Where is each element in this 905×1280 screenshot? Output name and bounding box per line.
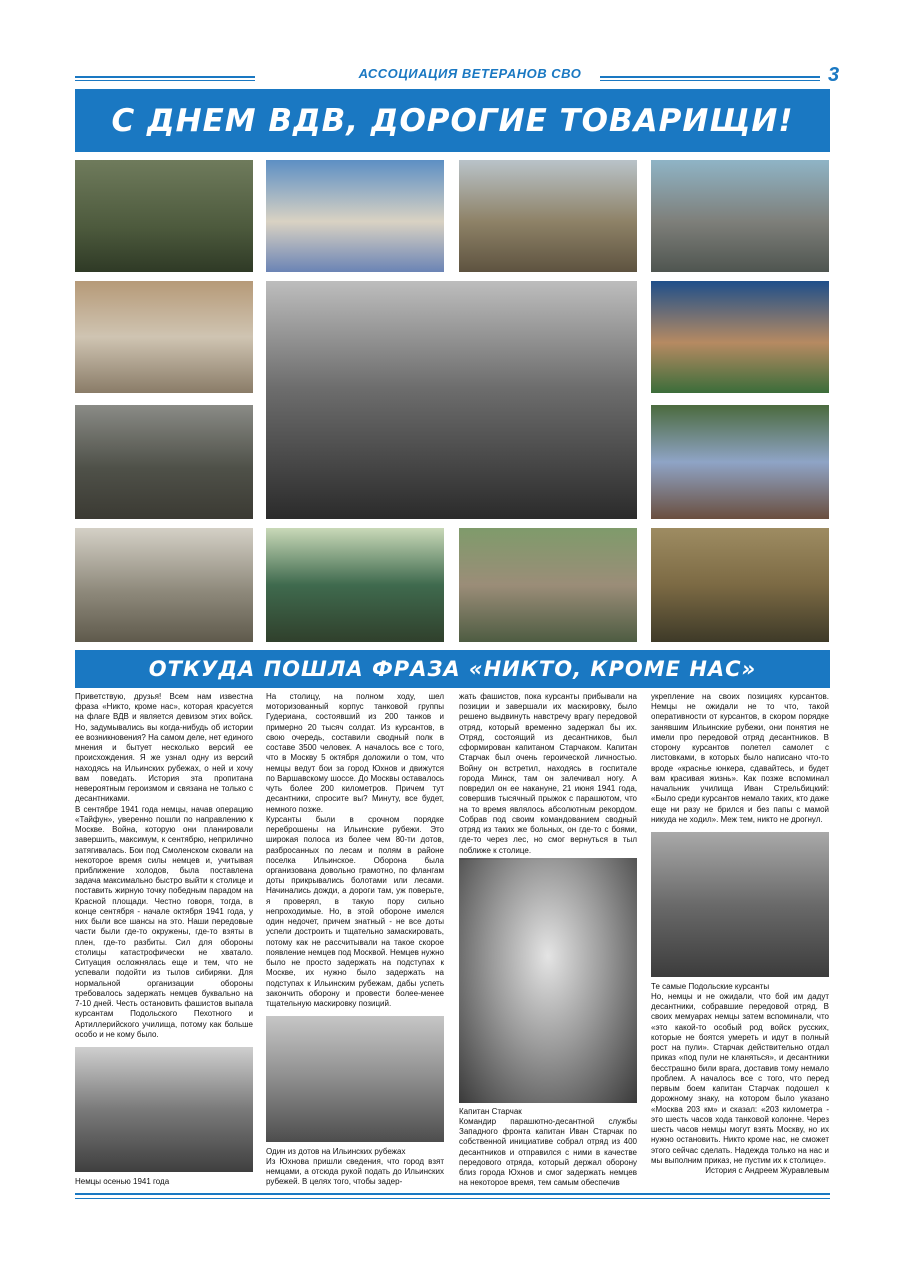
article-column-2 [266,692,444,1009]
page-number: 3 [828,64,840,86]
group-on-vehicle-photo [75,405,253,519]
general-margelov-photo [266,281,637,519]
author-signature: История с Андреем Журавлевым [705,1165,829,1175]
holiday-banner-text: С ДНЕМ ВДВ, ДОРОГИЕ ТОВАРИЩИ! [111,102,794,139]
captain-starchak-photo [459,858,637,1103]
paratroopers-sitting-photo [459,160,637,272]
paragraph: Курсанты были в срочном порядке переброшены на Ильинские рубежи. Это широкая полоса из более чем 80-ти дотов, разбросанных по лесам и полям в районе поселка Ильинское. Оборона была организована довольно грамотно, по флангам доты прикрывались болотами или лесами. Начинались дожди, а дороги там, уж поверьте, я проверял, в такую пору сильно непроходимые. Но, в этой обороне имелся один недочет, причем знатный - не все доты успели достроить и тщательно замаскировать, потому как не рассчитывали на такое скорое появление немцев под Москвой. Немцев нужно было не просто задержать на подступах к Москве, их нужно было задержать на подступах к Ильинским рубежам, дабы успеть закончить оборону и провести более-менее тщательную маскировку позиций. [266,814,444,1009]
historical-germans-photo [75,1047,253,1172]
paragraph: На столицу, на полном ходу, шел моторизованный корпус танковой группы Гудериана, состоявший из 200 танков и примерно 20 тысяч солдат. Из курсантов, в свою очередь, составили сводный полк в составе 3500 человек. А началось все с того, что в Москву 5 октября доложили о том, что немцы ведут бои за город Юхнов и движутся по Варшавскому шоссе. До Москвы оставалось чуть более 200 километров. Причем тут десантники, спросите вы? Минуту, все будет, немного позже. [266,692,444,814]
holiday-banner [75,89,830,152]
article-column-3 [459,692,637,856]
organization-name: АССОЦИАЦИЯ ВЕТЕРАНОВ СВО [358,66,582,81]
paragraph: Командир парашютно-десантной службы Западного фронта капитан Иван Старчак по собственной инициативе собрал отряд из 400 десантников и отправился с ними в качестве передового отряда, который держал оборону близ города Юхнов и смог задержать немцев на некоторое время, тем самым обеспечив [459,1117,637,1188]
article-column-2-end [266,1157,444,1188]
bottle-smashing-photo [651,160,829,272]
paragraph: укрепление на своих позициях курсантов. Немцы не ожидали не то что, такой оперативности от курсантов, в скором порядке занявшим Ильинские рубежи, они понятия не имели про передовой отряд десантников. В сторону курсантов полетел самолет с листовками, в которых было написано что-то вроде «краснье юнкера, сдавайтесь, и будет вам красивая жизнь». Как позже вспоминал начальник училища Иван Стрельбицкий: «Было среди курсантов немало таких, кто даже еще ни разу не брился и без папы с мамой никуда не ходил». Меж тем, никто не дрогнул. [651,692,829,824]
article-column-3-end [459,1117,637,1189]
starchak-caption: Капитан Старчак [459,1107,522,1116]
article-title-banner [75,650,830,688]
flag-bearers-photo [266,528,444,642]
germans-caption: Немцы осенью 1941 года [75,1177,170,1186]
footer-rule-thin [75,1198,830,1199]
podolsk-cadets-photo [651,832,829,977]
arm-wrestling-photo [459,528,637,642]
header-rule-left [75,76,255,78]
article-column-4-end [651,992,829,1176]
marching-paratroopers-photo [651,528,829,642]
paragraph: Приветствую, друзья! Всем нам известна фраза «Никто, кроме нас», которая красуется на флаге ВДВ и является девизом этих войск. Но, задумывались вы когда-нибудь об истории ее возникновения? На самом деле, нет единого мнения и бытует несколько версий ее происхождения. Я же узнал одну из версий находясь на Ильинских рубежах, о ней и хочу вам поведать. История эта пропитана невероятным героизмом и связана не только с десантниками. [75,692,254,804]
paragraph: Из Юхнова пришли сведения, что город взят немцами, а отсюда рукой подать до Ильинских рубежей. В целях того, чтобы задер- [266,1157,444,1187]
article-column-4 [651,692,829,825]
header-rule-right-thin [600,80,820,81]
article-title: ОТКУДА ПОШЛА ФРАЗА «НИКТО, КРОМЕ НАС» [148,657,757,681]
paragraph: Но, немцы и не ожидали, что бой им дадут десантники, собравшие передовой отряд. В своих мемуарах немцы затем вспоминали, что «это какой-то особый род войск русских, которые не боятся умереть и идут в полный рост на пули». Старчак действительно отдал приказ «под пули не кланяться», и десантники бесстрашно били врага, доставив тому немало проблем. А началось все с того, что перед первым боем капитан Старчак подошел к дорожному знаку, на котором было указано «Москва 203 км» и сказал: «203 километра - это шесть часов хода танковой колонне. Через шесть часов немцы могут взять Москву, но их нужно остановить. Никто кроме нас, не сможет этого сейчас сделать. Надежда только на нас и мы выполним приказ, не пустим их к столице». [651,992,829,1165]
pillbox-caption: Один из дотов на Ильинских рубежах [266,1147,406,1156]
header-rule-right [600,76,820,78]
article-column-1 [75,692,253,1040]
child-with-kettlebells-photo [75,281,253,393]
pillbox-photo [266,1016,444,1142]
header-rule-left-thin [75,80,255,81]
helicopter-photo [75,528,253,642]
footer-rule [75,1193,830,1195]
cadets-caption: Те самые Подольские курсанты [651,982,770,991]
officer-in-beret-photo [651,281,829,393]
paragraph: В сентябре 1941 года немцы, начав операцию «Тайфун», уверенно пошли по направлению к Москве. Война, которую они планировали завершить, максимум, к сентябрю, неприлично затягивалась. Бои под Смоленском сковали на некоторое время силы немцев и, учитывая приближение холодов, была поставлена задача максимально быстро выйти к столице и поставить жирную точку победным парадом на Красной площади. Честно говоря, тогда, в конце сентября - начале октября 1941 года, у них были все шансы на это. Наши передовые части были где-то окружены, где-то взяты в плен, где-то разбиты. Сил для обороны столицы катастрофически не хватало. Ситуация осложнялась еще и тем, что не успевали подойти из тылов сибиряки. Для нормальной организации обороны требовалось задержать немцев буквально на 7-10 дней. Честь остановить фашистов выпала курсантам Подольского Пехотного и Артиллерийского училища, потому как больше особо и не кому было. [75,804,253,1039]
bearded-veteran-photo [266,160,444,272]
paratrooper-with-child-photo [651,405,829,519]
soldier-in-forest-photo [75,160,253,272]
paragraph: жать фашистов, пока курсанты прибывали на позиции и завершали их маскировку, было решено выдвинуть навстречу врагу передовой отряд, который временно задержал бы их. Отряд, состоящий из десантников, был сформирован капитаном Старчаком. Капитан Старчак был очень героической личностью. Войну он встретил, находясь в госпитале города Минск, там он залечивал ногу. А повредил он ее накануне, 21 июня 1941 года, совершив тысячный прыжок с парашютом, что на то время являлось абсолютным рекордом. Собрав под своим командованием сводный отряд из таких же больных, он где-то с боями, где-то через лес, но смог вернуться в тыл поближе к столице. [459,692,637,855]
